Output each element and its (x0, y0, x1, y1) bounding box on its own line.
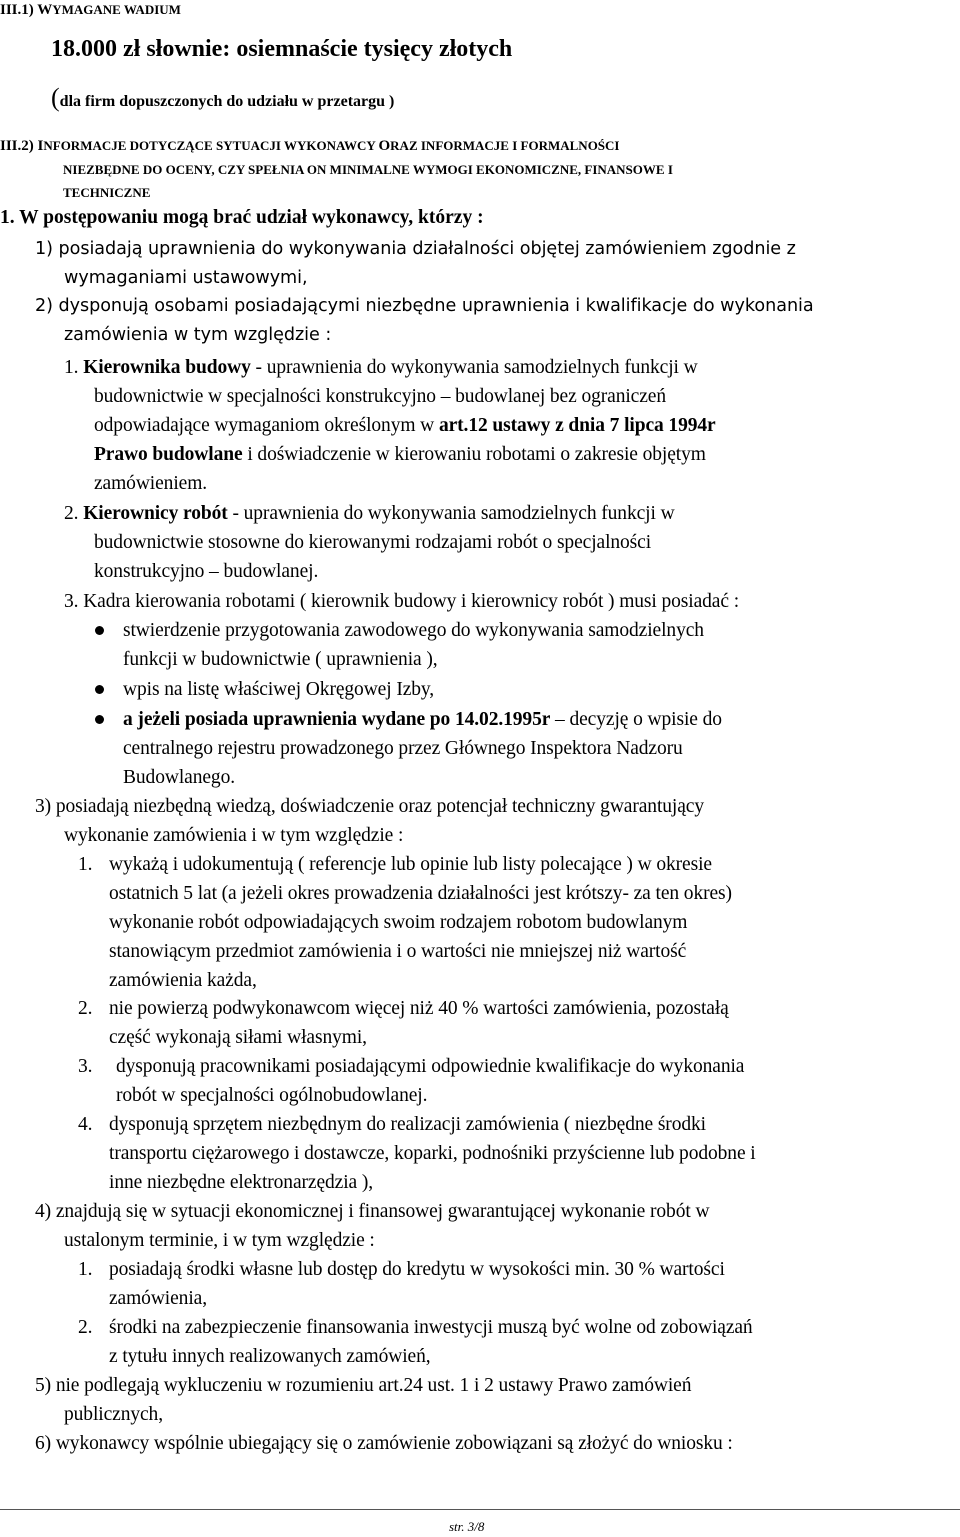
item-2-line2: budownictwie stosowne do kierowanymi rodzajami robót o specjalności (94, 532, 652, 553)
section-heading-info-line2 (63, 163, 673, 178)
item-1-line2: budownictwie w specjalności konstrukcyjno – budowlanej bez ograniczeń (94, 386, 666, 407)
page-number: str. 3/8 (449, 1519, 485, 1534)
condition-4-sub1-line1: posiadają środki własne lub dostęp do kredytu w wysokości min. 30 % wartości (109, 1259, 725, 1280)
item-1-art: art. (438, 415, 469, 436)
item-1-line1 (64, 358, 698, 378)
item-3-line: 3. Kadra kierowania robotami ( kierownik budowy i kierownicy robót ) musi posiadać : (64, 591, 740, 612)
section-heading-info-line1 (0, 139, 619, 154)
condition-3-sub1-line1: wykażą i udokumentują ( referencje lub opinie lub listy polecające ) w okresie (109, 854, 712, 875)
item-2-text: - uprawnienia do wykonywania samodzielnych funkcji w (227, 503, 675, 524)
condition-3-sub3-line2: robót w specjalności ogólnobudowlanej. (116, 1085, 428, 1106)
condition-3-sub1-line5: zamówienia każda, (109, 970, 257, 991)
condition-6-line1: 6) wykonawcy wspólnie ubiegający się o zamówienie zobowiązani są złożyć do wniosku : (35, 1433, 733, 1454)
item-1-line4b: i doświadczenie w kierowaniu robotami o zakresie objętym (242, 444, 706, 465)
section-heading-info-line3 (63, 186, 150, 201)
bullet-icon (95, 685, 104, 694)
item-1-law: 12 ustawy z dnia 7 lipca 1994r (468, 415, 716, 436)
condition-3-sub2-number: 2. (78, 998, 93, 1019)
wadium-note-text: dla firm dopuszczonych do udziału w przetargu ) (59, 93, 395, 110)
heading-prefix: III.1) W (0, 2, 53, 18)
wadium-note (51, 85, 394, 111)
condition-4-line2: ustalonym terminie, i w tym względzie : (64, 1230, 375, 1251)
condition-2-line2: zamówienia w tym względzie : (64, 325, 332, 345)
condition-5-line1: 5) nie podlegają wykluczeniu w rozumieniu art.24 ust. 1 i 2 ustawy Prawo zamówień (35, 1375, 692, 1396)
item-2-line1 (64, 504, 675, 524)
item-1-law-name: Prawo budowlane (94, 444, 243, 465)
item-1-title: Kierownika budowy (83, 357, 251, 378)
heading2-line3: TECHNICZNE (63, 185, 151, 200)
condition-4-sub2-line2: z tytułu innych realizowanych zamówień, (109, 1346, 431, 1367)
condition-3-sub1-line2: ostatnich 5 lat (a jeżeli okres prowadzenia działalności jest krótszy- za ten okres) (109, 883, 732, 904)
condition-3-sub3-number: 3. (78, 1056, 93, 1077)
condition-4-sub1-number: 1. (78, 1259, 93, 1280)
condition-4-line1: 4) znajdują się w sytuacji ekonomicznej i finansowej gwarantującej wykonanie robót w (35, 1201, 710, 1222)
heading-text: YMAGANE WADIUM (52, 2, 181, 17)
condition-1-line1: 1) posiadają uprawnienia do wykonywania działalności objętej zamówieniem zgodnie z (35, 239, 796, 259)
bullet-2-line1: wpis na listę właściwej Okręgowej Izby, (123, 679, 435, 700)
condition-3-sub4-line3: inne niezbędne elektronarzędzia ), (109, 1172, 374, 1193)
bullet-3-line2: centralnego rejestru prowadzonego przez Głównego Inspektora Nadzoru (123, 738, 683, 759)
item-1-line3 (94, 416, 716, 436)
condition-2-line1: 2) dysponują osobami posiadającymi niezbędne uprawnienia i kwalifikacje do wykonania (35, 296, 814, 316)
bullet-icon (95, 715, 104, 724)
open-paren: ( (51, 83, 60, 112)
heading2-part-b: O (378, 138, 391, 154)
condition-3-sub4-line1: dysponują sprzętem niezbędnym do realizacji zamówienia ( niezbędne środki (109, 1114, 706, 1135)
bullet-1-line1: stwierdzenie przygotowania zawodowego do wykonywania samodzielnych (123, 620, 704, 641)
condition-3-sub1-line4: stanowiącym przedmiot zamówienia i o wartości nie mniejszej niż wartość (109, 941, 687, 962)
bullet-icon (95, 626, 104, 635)
item-2-number: 2. (64, 503, 79, 524)
condition-3-sub3-line1: dysponują pracownikami posiadającymi odpowiednie kwalifikacje do wykonania (116, 1056, 745, 1077)
heading2-part-a: NFORMACJE DOTYCZĄCE SYTUACJI WYKONAWCY (43, 138, 379, 153)
bullet-1-line2: funkcji w budownictwie ( uprawnienia ), (123, 649, 438, 670)
condition-3-sub2-line1: nie powierzą podwykonawcom więcej niż 40 % wartości zamówienia, pozostałą (109, 998, 729, 1019)
item-1-line5: zamówieniem. (94, 473, 208, 494)
bullet-3-bold: a jeżeli posiada uprawnienia wydane po 14.02.1995r (123, 709, 551, 730)
condition-4-sub2-line1: środki na zabezpieczenie finansowania inwestycji muszą być wolne od zobowiązań (109, 1317, 753, 1338)
item-1-line3a: odpowiadające wymaganiom określonym w (94, 415, 439, 436)
bullet-3-line3: Budowlanego. (123, 767, 235, 788)
item-2-title: Kierownicy robót (83, 503, 228, 524)
point-1-heading: 1. W postępowaniu mogą brać udział wykonawcy, którzy : (0, 207, 484, 228)
condition-3-sub4-line2: transportu ciężarowego i dostawcze, koparki, podnośniki przyścienne lub podobne i (109, 1143, 756, 1164)
condition-3-sub1-line3: wykonanie robót odpowiadających swoim rodzajem robotom budowlanym (109, 912, 688, 933)
condition-4-sub2-number: 2. (78, 1317, 93, 1338)
condition-3-sub1-number: 1. (78, 854, 93, 875)
condition-4-sub1-line2: zamówienia, (109, 1288, 207, 1309)
condition-3-line2: wykonanie zamówienia i w tym względzie : (64, 825, 404, 846)
bullet-3-line1 (123, 710, 722, 730)
footer-divider (0, 1509, 960, 1510)
heading2-part-c: RAZ INFORMACJE I FORMALNOŚCI (390, 138, 620, 153)
section-heading-wadium (0, 3, 181, 18)
condition-1-line2: wymaganiami ustawowymi, (64, 268, 308, 288)
wadium-amount: 18.000 zł słownie: osiemnaście tysięcy złotych (51, 36, 513, 62)
bullet-3-rest: – decyzję o wpisie do (550, 709, 722, 730)
item-2-line3: konstrukcyjno – budowlanej. (94, 561, 319, 582)
item-1-line4 (94, 445, 706, 465)
condition-3-sub4-number: 4. (78, 1114, 93, 1135)
condition-3-sub2-line2: część wykonają siłami własnymi, (109, 1027, 367, 1048)
item-1-text: - uprawnienia do wykonywania samodzielnych funkcji w (250, 357, 698, 378)
heading2-prefix: III.2) I (0, 138, 44, 154)
heading2-line2: NIEZBĘDNE DO OCENY, CZY SPEŁNIA ON MINIMALNE WYMOGI EKONOMICZNE, FINANSOWE I (63, 162, 673, 177)
condition-5-line2: publicznych, (64, 1404, 163, 1425)
item-1-number: 1. (64, 357, 79, 378)
condition-3-line1: 3) posiadają niezbędną wiedzą, doświadczenie oraz potencjał techniczny gwarantujący (35, 796, 705, 817)
